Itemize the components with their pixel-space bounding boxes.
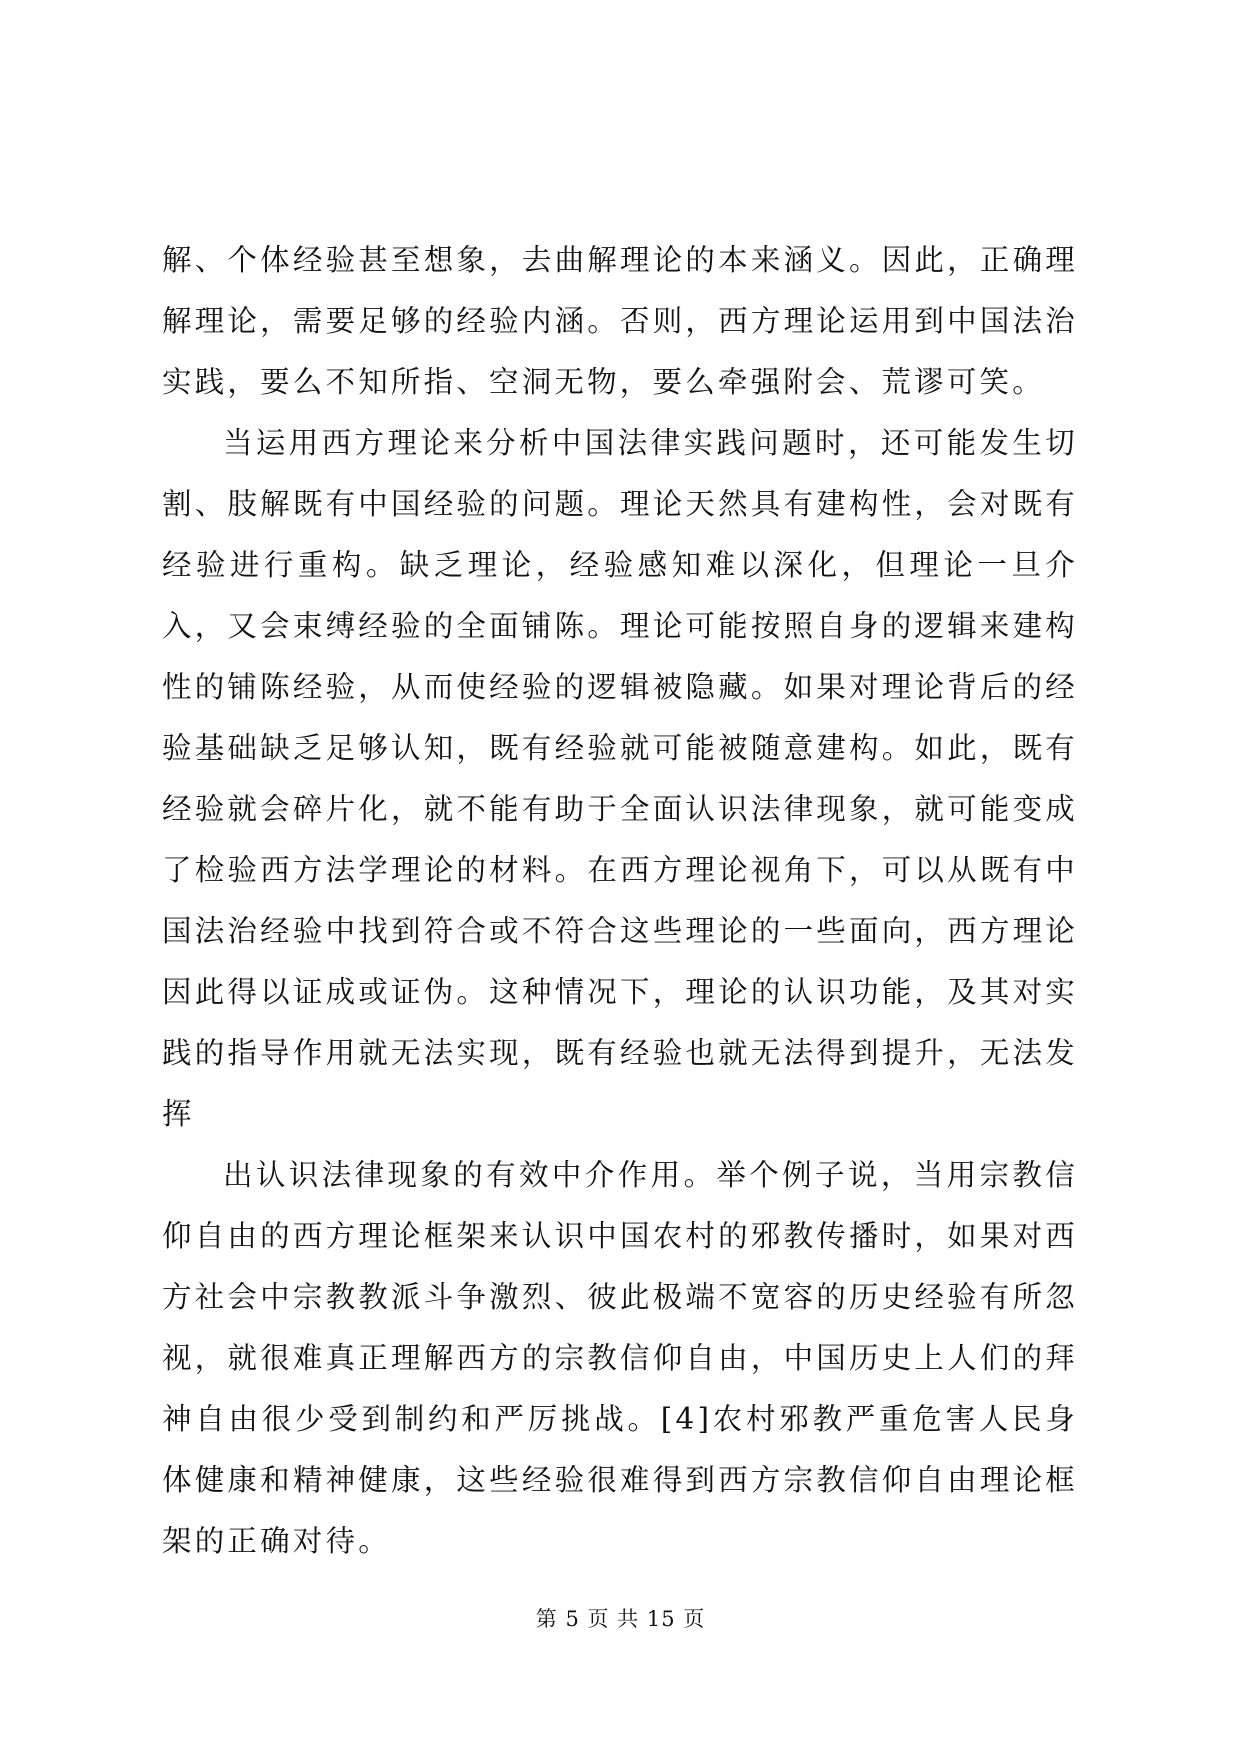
paragraph-2: 当运用西方理论来分析中国法律实践问题时，还可能发生切割、肢解既有中国经验的问题。理论天然具有建构性，会对既有经验进行重构。缺乏理论，经验感知难以深化，但理论一旦介入，又会束缚经验的全面铺陈。理论可能按照自身的逻辑来建构性的铺陈经验，从而使经验的逻辑被隐藏。如果对理论背后的经验基础缺乏足够认知，既有经验就可能被随意建构。如此，既有经验就会碎片化，就不能有助于全面认识法律现象，就可能变成了检验西方法学理论的材料。在西方理论视角下，可以从既有中国法治经验中找到符合或不符合这些理论的一些面向，西方理论因此得以证成或证伪。这种情况下，理论的认识功能，及其对实践的指导作用就无法实现，既有经验也就无法得到提升，无法发挥 [162,426,1078,1131]
document-body [162,230,1078,1572]
page-number-footer: 第 5 页 共 15 页 [535,1607,706,1631]
paragraph-3: 出认识法律现象的有效中介作用。举个例子说，当用宗教信仰自由的西方理论框架来认识中国农村的邪教传播时，如果对西方社会中宗教教派斗争激烈、彼此极端不宽容的历史经验有所忽视，就很难真正理解西方的宗教信仰自由，中国历史上人们的拜神自由很少受到制约和严厉挑战。[4]农村邪教严重危害人民身体健康和精神健康，这些经验很难得到西方宗教信仰自由理论框架的正确对待。 [162,1158,1078,1558]
paragraph-1: 解、个体经验甚至想象，去曲解理论的本来涵义。因此，正确理解理论，需要足够的经验内涵。否则，西方理论运用到中国法治实践，要么不知所指、空洞无物，要么牵强附会、荒谬可笑。 [162,243,1078,399]
